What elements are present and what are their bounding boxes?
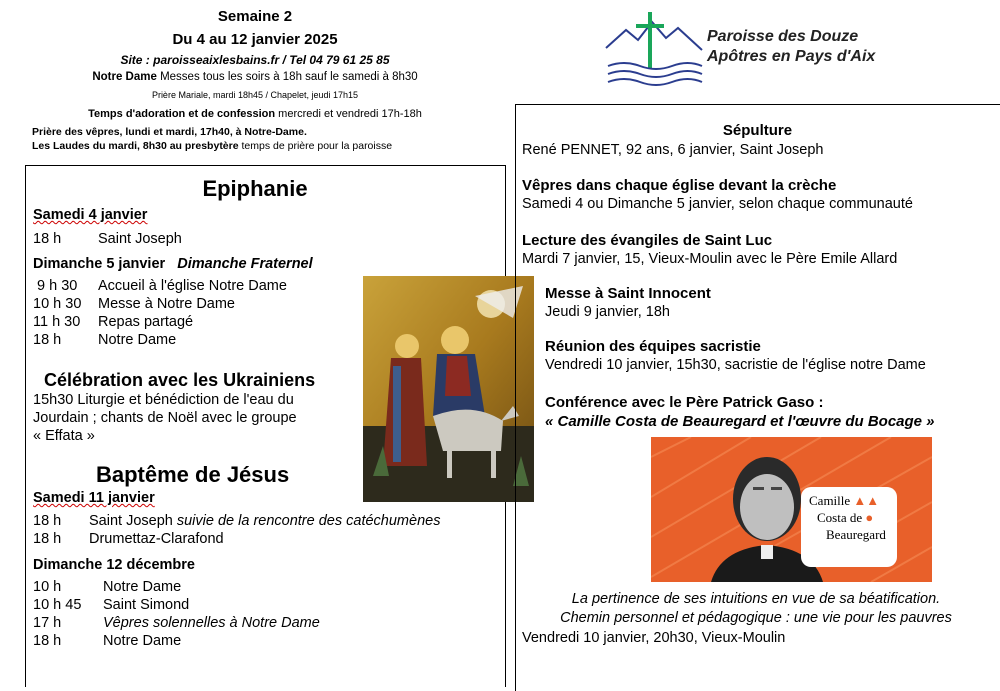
lecture-title: Lecture des évangiles de Saint Luc xyxy=(522,232,773,249)
schedule-row: 18 h Saint Joseph xyxy=(33,231,182,247)
sepulture-title: Sépulture xyxy=(722,122,793,139)
ukrainiens-title: Célébration avec les Ukrainiens xyxy=(44,370,316,390)
ukrainiens-line-2: Jourdain ; chants de Noël avec le groupe xyxy=(33,410,297,426)
schedule-row: 18 h Drumettaz-Clarafond xyxy=(33,531,224,547)
bapteme-title: Baptême de Jésus xyxy=(96,462,290,487)
schedule-row: 18 h Notre Dame xyxy=(33,633,182,649)
week-title: Semaine 2 xyxy=(217,8,293,25)
camille-costa-poster xyxy=(651,437,932,582)
ukrainiens-line-1: 15h30 Liturgie et bénédiction de l'eau du xyxy=(33,392,294,408)
adoration-confession: Temps d'adoration et de confession mercredi et vendredi 17h-18h xyxy=(88,108,422,120)
epiphanie-title: Epiphanie xyxy=(202,176,308,201)
conference-subtitle: « Camille Costa de Beauregard et l'œuvre du Bocage » xyxy=(545,413,935,430)
vepres-creche-text: Samedi 4 ou Dimanche 5 janvier, selon chaque communauté xyxy=(522,196,913,212)
dimanche-12-heading: Dimanche 12 décembre xyxy=(33,557,195,573)
reunion-title: Réunion des équipes sacristie xyxy=(545,338,761,355)
parish-logo-icon xyxy=(604,8,704,90)
messe-innocent-title: Messe à Saint Innocent xyxy=(545,285,711,302)
lecture-text: Mardi 7 janvier, 15, Vieux-Moulin avec le Père Emile Allard xyxy=(522,251,898,267)
logo-line-2: Apôtres en Pays d'Aix xyxy=(707,48,876,65)
poster-name-line-3: Beauregard xyxy=(826,527,886,542)
conference-date: Vendredi 10 janvier, 20h30, Vieux-Moulin xyxy=(522,630,786,646)
logo-line-1: Paroisse des Douze xyxy=(707,28,859,45)
ukrainiens-line-3: « Effata » xyxy=(33,428,95,444)
box-edge-gap xyxy=(994,262,1000,691)
reunion-text: Vendredi 10 janvier, 15h30, sacristie de l'église notre Dame xyxy=(545,357,926,373)
samedi-11-heading: Samedi 11 janvier xyxy=(33,490,155,506)
schedule-row: 17 h Vêpres solennelles à Notre Dame xyxy=(33,615,320,631)
vepres-creche-title: Vêpres dans chaque église devant la crèche xyxy=(522,177,837,194)
schedule-row: 18 h Notre Dame xyxy=(33,332,177,348)
conference-title: Conférence avec le Père Patrick Gaso : xyxy=(545,394,824,411)
priere-mariale: Prière Mariale, mardi 18h45 / Chapelet, jeudi 17h15 xyxy=(151,90,359,100)
conference-line-2: Chemin personnel et pédagogique : une vie pour les pauvres xyxy=(560,610,952,626)
poster-name-line-2: Costa de ● xyxy=(817,510,874,525)
messe-innocent-text: Jeudi 9 janvier, 18h xyxy=(545,304,670,320)
poster-name-line-1: Camille ▲▲ xyxy=(809,493,880,508)
schedule-row: 9 h 30 Accueil à l'église Notre Dame xyxy=(33,278,287,294)
flight-into-egypt-icon-image xyxy=(363,276,534,502)
vepres-line: Prière des vêpres, lundi et mardi, 17h40, à Notre-Dame. xyxy=(32,126,307,138)
site-and-phone: Site : paroisseaixlesbains.fr / Tel 04 79 61 25 85 xyxy=(120,53,390,67)
dimanche-5-heading: Dimanche 5 janvier Dimanche Fraternel xyxy=(33,256,313,272)
conference-line-1: La pertinence de ses intuitions en vue de sa béatification. xyxy=(571,591,941,607)
schedule-row: 10 h 45 Saint Simond xyxy=(33,597,190,613)
laudes-line: Les Laudes du mardi, 8h30 au presbytère temps de prière pour la paroisse xyxy=(32,140,393,152)
week-dates: Du 4 au 12 janvier 2025 xyxy=(172,31,338,48)
schedule-row: 10 h Notre Dame xyxy=(33,579,182,595)
schedule-row: 11 h 30 Repas partagé xyxy=(33,314,194,330)
schedule-row: 18 h Saint Joseph suivie de la rencontre des catéchumènes xyxy=(33,513,441,529)
samedi-4-heading: Samedi 4 janvier xyxy=(33,207,148,223)
sepulture-text: René PENNET, 92 ans, 6 janvier, Saint Joseph xyxy=(522,142,824,158)
notre-dame-masses: Notre Dame Messes tous les soirs à 18h sauf le samedi à 8h30 xyxy=(92,71,418,83)
schedule-row: 10 h 30 Messe à Notre Dame xyxy=(33,296,235,312)
